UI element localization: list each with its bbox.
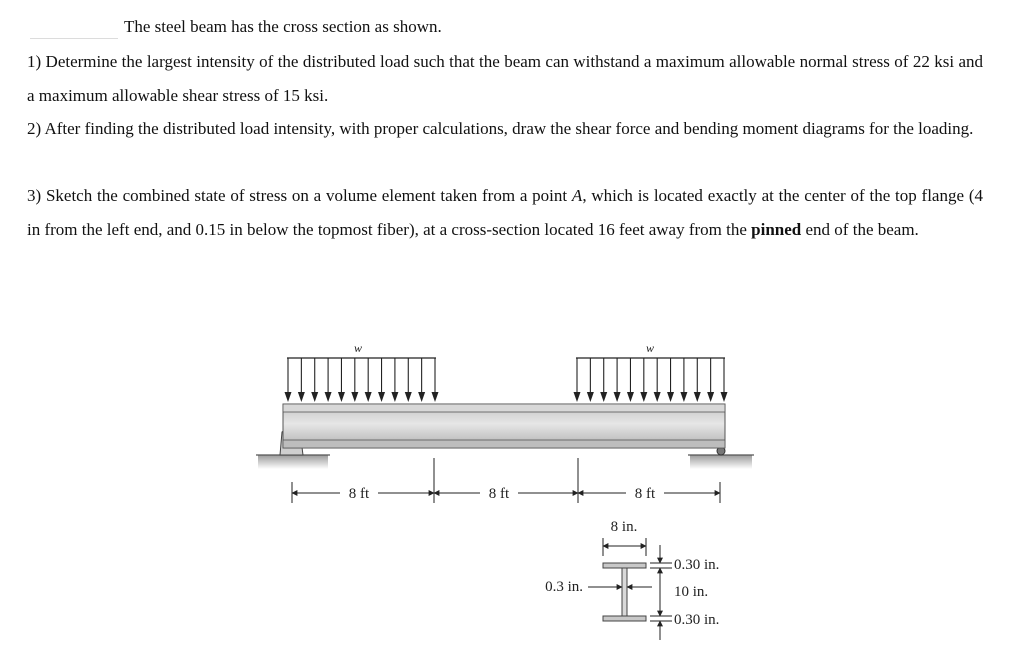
flange-width-dimension [603, 538, 646, 556]
load-arrow-head [311, 392, 318, 402]
top-flange-thickness-label: 0.30 in. [674, 557, 720, 573]
load-arrow-head [405, 392, 412, 402]
left-ground [258, 455, 328, 469]
load-arrow-head [391, 392, 398, 402]
load-label-right: w [645, 341, 655, 355]
question-1: 1) Determine the largest intensity of the distributed load such that the beam can withstand a maximum allowable normal stress of 22 ksi and a maximum allowable shear stress of 15 ksi. [27, 52, 983, 105]
depth-dimensions [650, 545, 672, 640]
load-arrow-head [614, 392, 621, 402]
bottom-flange-thickness-label: 0.30 in. [674, 612, 720, 628]
problem-intro: The steel beam has the cross section as shown. [124, 17, 442, 36]
web-height-label: 10 in. [674, 584, 709, 600]
load-arrow-head [654, 392, 661, 402]
load-arrow-head [707, 392, 714, 402]
load-arrow-head [574, 392, 581, 402]
flange-width-label: 8 in. [610, 519, 638, 535]
i-beam-cross-section [603, 563, 646, 621]
span-1-label: 8 ft [348, 486, 370, 502]
load-arrow-head [600, 392, 607, 402]
load-arrow-head [694, 392, 701, 402]
point-a-label: A [571, 186, 583, 205]
load-arrow-head [721, 392, 728, 402]
load-arrow-head [378, 392, 385, 402]
span-3-label: 8 ft [634, 486, 656, 502]
question-2: 2) After finding the distributed load intensity, with proper calculations, draw the shear force and bending moment diagrams for the loading. [27, 119, 974, 138]
right-ground [690, 455, 752, 469]
load-arrow-head [627, 392, 634, 402]
load-arrows-right [574, 358, 728, 402]
load-arrow-head [285, 392, 292, 402]
load-arrow-head [432, 392, 439, 402]
question-3-text-b: , which is located exactly at the center of the top flange (4 in from the left end, and 0.15 in below the topmost fiber), at a cross-section located 16 feet away from the [27, 186, 983, 239]
load-arrow-head [298, 392, 305, 402]
load-arrow-head [418, 392, 425, 402]
load-arrow-head [587, 392, 594, 402]
load-arrow-head [338, 392, 345, 402]
pinned-word: pinned [751, 219, 802, 239]
load-label-left: w [353, 341, 363, 355]
web-thickness-label: 0.3 in. [545, 579, 583, 595]
question-3-text-c: end of the beam. [801, 219, 919, 239]
span-2-label: 8 ft [488, 486, 510, 502]
load-arrow-head [640, 392, 647, 402]
load-arrows-left [285, 358, 439, 402]
load-arrow-head [351, 392, 358, 402]
load-arrow-head [365, 392, 372, 402]
question-3-text-a: 3) Sketch the combined state of stress on a volume element taken from a point [27, 186, 572, 205]
load-arrow-head [325, 392, 332, 402]
load-arrow-head [680, 392, 687, 402]
beam [283, 404, 725, 448]
load-arrow-head [667, 392, 674, 402]
